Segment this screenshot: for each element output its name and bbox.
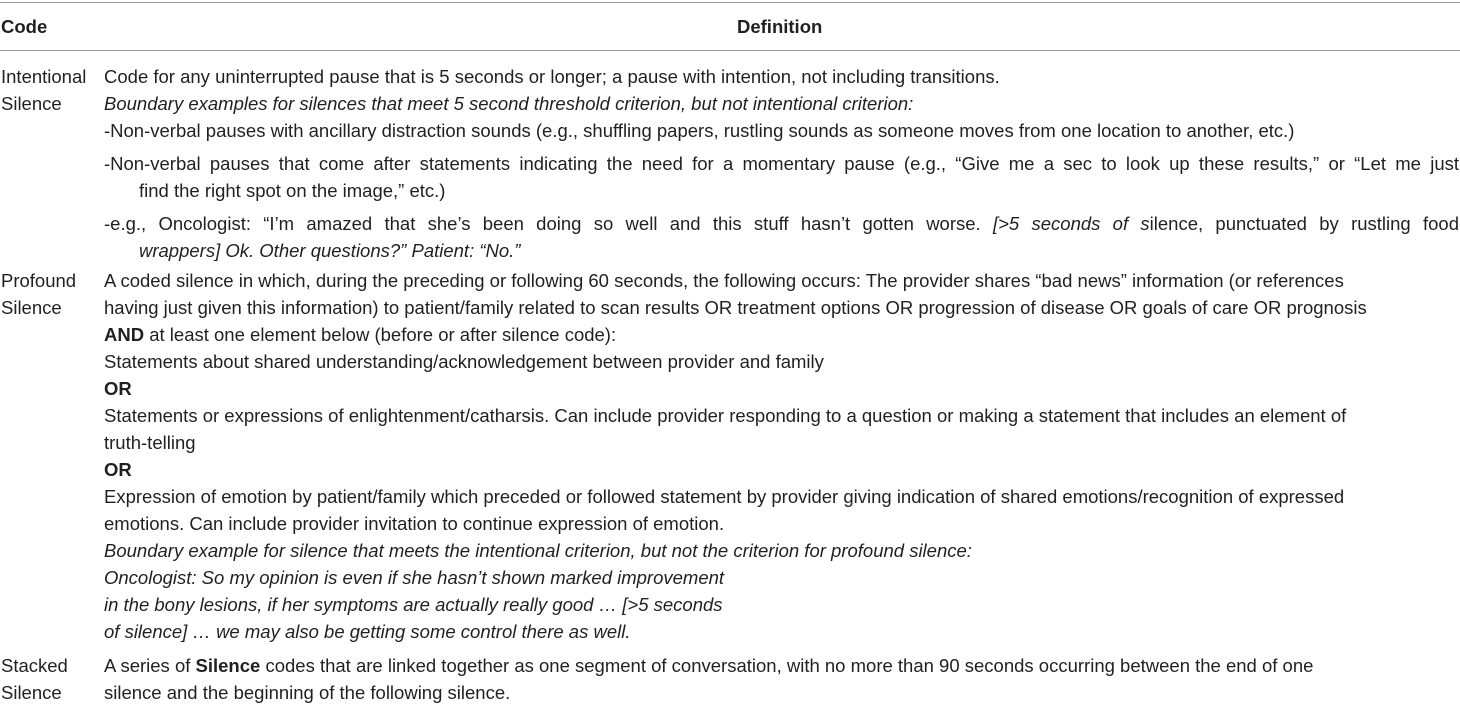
header-code: Code [1,16,48,37]
top-rule [0,2,1460,3]
code-intentional-silence: Intentional Silence [1,66,87,114]
header-definition: Definition [737,16,823,37]
definition-profound-silence: A coded silence in which, during the preceding or following 60 seconds, the following occurs: The provider shares “bad news” information (or references having just given this information) to patient/family related to scan results OR treatment options OR progression of disease OR goals of care OR prognosis AND at least one element below (before or after silence code): Statements about shared understanding/acknowledgement between provider and family OR Statements or expressions of enlightenment/catharsis. Can include provider responding to a question or making a statement that includes an element of truth-telling OR Expression of emotion by patient/family which preceded or followed statement by provider giving indication of shared emotions/recognition of expressed emotions. Can include provider invitation to continue expression of emotion. Boundary example for silence that meets the intentional criterion, but not the criterion for profound silence: Oncologist: So my opinion is even if she hasn’t shown marked improvement in the bony lesions, if her symptoms are actually really good … [>5 seconds of silence] … we may also be getting some control there as well. [104,270,1367,642]
code-stacked-silence: Stacked Silence [1,655,68,703]
code-profound-silence: Profound Silence [1,270,77,318]
definition-intentional-silence: Code for any uninterrupted pause that is 5 seconds or longer; a pause with intention, not including transitions. Boundary examples for silences that meet 5 second threshold criterion, but not intentional criterion: -Non-verbal pauses with ancillary distraction sounds (e.g., shuffling papers, rustling sounds as someone moves from one location to another, etc.) -Non-verbal pauses that come after statements indicating the need for a momentary pause (e.g., “Give me a sec to look up these results,” or “Let me just find the right spot on the image,” etc.) -e.g., Oncologist: “I’m amazed that she’s been doing so well and this stuff hasn’t gotten worse. [>5 seconds of silence, punctuated by rustling food wrappers] Ok. Other questions?” Patient: “No.” [104,66,1459,261]
definition-stacked-silence: A series of Silence codes that are linked together as one segment of conversation, with no more than 90 seconds occurring between the end of one silence and the beginning of the following silence. [104,655,1314,703]
header-rule [0,50,1460,51]
